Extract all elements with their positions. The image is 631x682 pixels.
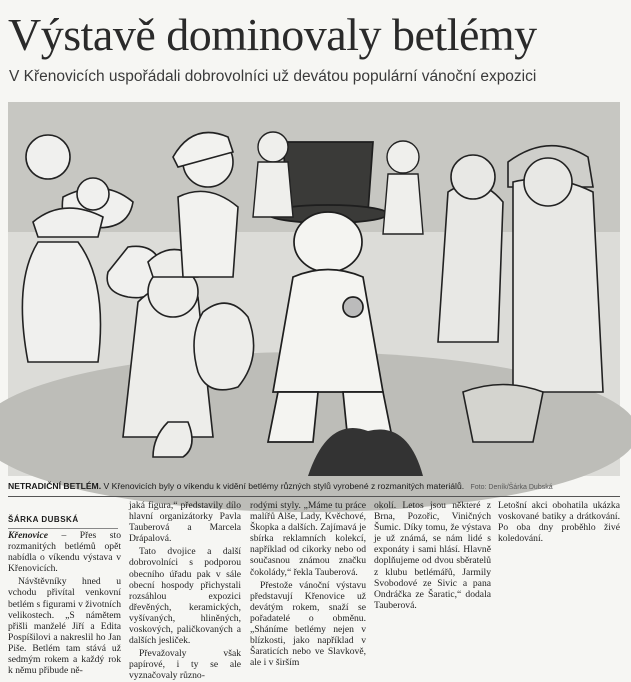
headline: Výstavě dominovaly betlémy [8,9,537,60]
paragraph: Tato dvojice a další dobrovolníci s podporou obecního úřadu pak v sále obecní hospody přichystali rozsáhlou expozici dřevěných, keramických, vyšívaných, hliněných, voskových, paličkovaných a dalších jesliček. [129,546,241,647]
column-5 [498,500,620,672]
dateline: Křenovice [8,530,48,541]
photo-credit: Foto: Deník/Šárka Dubská [470,484,553,491]
paragraph: rodými styly. „Máme tu práce malířů Alše, Lady, Kvěchové, Škopka a dalších. Zajímavá je sbírka reklamních kolekcí, například od cikorky nebo od současnou známou značku čokolády,“ řekla Tauberová. [250,500,366,578]
column-2 [129,500,241,682]
paragraph: okolí. Letos jsou některé z Brna, Pozořic, Viničných Šumic. Díky tomu, že výstava je už známá, se nám lidé s exponáty i sami hlásí. Hlavně doplňujeme od dvou sběratelů z klubu betlémářů, Jarmily Svobodové ze Sivic a pana Ondráčka ze Šaratic,“ dodala Tauberová. [374,500,491,611]
paragraph: Přestože vánoční výstavu představují Křenovice už devátým rokem, snaží se pořadatelé o obměnu. „Sháníme betlémy nejen v blízkosti, jako například v Šaraticích nebo ve Slavkově, ale i v širším [250,579,366,669]
caption-lead: NETRADIČNÍ BETLÉM. [8,481,102,491]
byline-divider [8,528,118,529]
paragraph [8,530,121,574]
paragraph: jaká figura,“ představily dílo hlavní organizátorky Pavla Tauberová a Marcela Drápalová. [129,500,241,545]
nativity-photo [8,102,620,476]
caption-text: V Křenovicích byly o víkendu k vidění betlémy různých stylů vyrobené z rozmanitých materiálů. [103,481,465,491]
paragraph: Návštěvníky hned u vchodu přivítal venkovní betlém s figurami v životních velikostech. „S námětem přišli manželé Jiří a Edita Pospíšilovi a nakreslil ho Jan Piše. Betlém tam stává už sedmým rokem a každý rok k němu přibude ně- [8,576,121,677]
paragraph: Letošní akci obohatila ukázka voskované batiky a drátkování. Po oba dny proběhlo živé koledování. [498,500,620,545]
photo-caption [8,481,620,493]
column-4 [374,500,491,672]
byline: ŠÁRKA DUBSKÁ [8,515,79,524]
divider [8,496,620,497]
column-1 [8,530,121,677]
paragraph: Převažovaly však papírové, i ty se ale vyznačovaly různo- [129,648,241,682]
subheadline: V Křenovicích uspořádali dobrovolníci už devátou populární vánoční expozici [9,68,537,85]
lead-text: – Přes sto rozmanitých betlémů opět nabídla o víkendu výstava v Křenovicích. [8,530,121,575]
column-3 [250,500,366,672]
nativity-illustration [8,102,620,476]
